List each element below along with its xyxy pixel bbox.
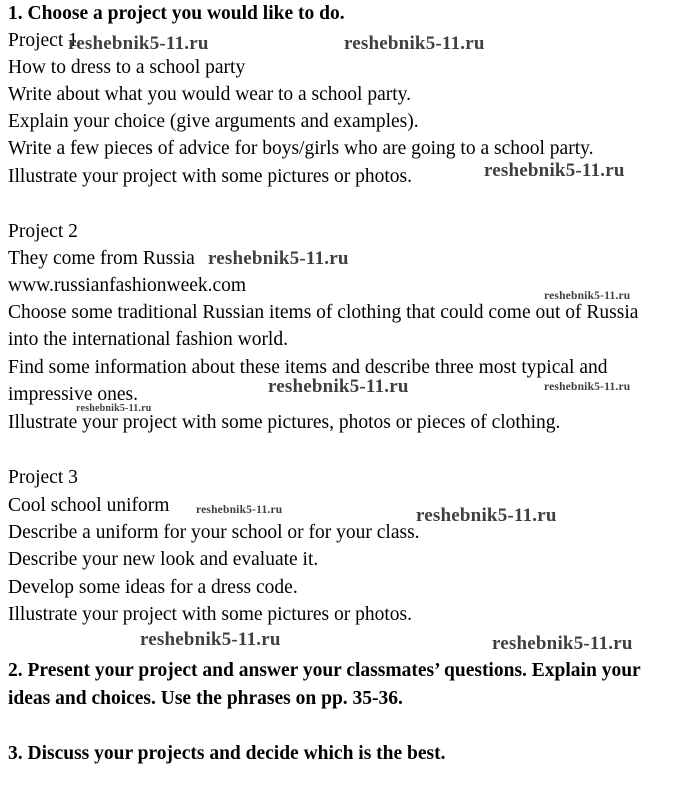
watermark: reshebnik5-11.ru bbox=[544, 381, 631, 393]
project3-line-2: Describe your new look and evaluate it. bbox=[8, 549, 319, 570]
project3-line-4: Illustrate your project with some pictures or photos. bbox=[8, 604, 412, 625]
project3-label: Project 3 bbox=[8, 467, 78, 488]
watermark: reshebnik5-11.ru bbox=[68, 33, 209, 54]
watermark: reshebnik5-11.ru bbox=[196, 504, 283, 516]
project3-line-1: Describe a uniform for your school or for your class. bbox=[8, 522, 420, 543]
project2-line-4: impressive ones. bbox=[8, 384, 138, 405]
task2-line-1: 2. Present your project and answer your classmates’ questions. Explain your bbox=[8, 660, 641, 681]
project2-label: Project 2 bbox=[8, 221, 78, 242]
project3-line-3: Develop some ideas for a dress code. bbox=[8, 577, 298, 598]
task1-heading: 1. Choose a project you would like to do. bbox=[8, 3, 345, 24]
project3-title: Cool school uniform bbox=[8, 495, 170, 516]
project2-line-3: Find some information about these items and describe three most typical and bbox=[8, 357, 608, 378]
project2-line-5: Illustrate your project with some pictures, photos or pieces of clothing. bbox=[8, 412, 561, 433]
project2-website: www.russianfashionweek.com bbox=[8, 275, 247, 296]
watermark: reshebnik5-11.ru bbox=[484, 160, 625, 181]
project2-line-1: Choose some traditional Russian items of clothing that could come out of Russia bbox=[8, 302, 639, 323]
watermark: reshebnik5-11.ru bbox=[344, 33, 485, 54]
project1-line-2: Explain your choice (give arguments and examples). bbox=[8, 111, 419, 132]
project1-title: How to dress to a school party bbox=[8, 57, 246, 78]
project1-line-3: Write a few pieces of advice for boys/girls who are going to a school party. bbox=[8, 138, 594, 159]
task3-heading: 3. Discuss your projects and decide which is the best. bbox=[8, 743, 446, 764]
project2-title: They come from Russia bbox=[8, 248, 195, 269]
watermark: reshebnik5-11.ru bbox=[268, 376, 409, 397]
watermark: reshebnik5-11.ru bbox=[544, 290, 631, 302]
watermark: reshebnik5-11.ru bbox=[208, 248, 349, 269]
watermark: reshebnik5-11.ru bbox=[76, 403, 152, 414]
project1-line-4: Illustrate your project with some pictures or photos. bbox=[8, 166, 412, 187]
task2-line-2: ideas and choices. Use the phrases on pp. 35-36. bbox=[8, 688, 403, 709]
project2-line-2: into the international fashion world. bbox=[8, 329, 288, 350]
watermark: reshebnik5-11.ru bbox=[416, 505, 557, 526]
project1-label: Project 1 bbox=[8, 30, 78, 51]
watermark: reshebnik5-11.ru bbox=[492, 633, 633, 654]
watermark: reshebnik5-11.ru bbox=[140, 629, 281, 650]
project1-line-1: Write about what you would wear to a school party. bbox=[8, 84, 412, 105]
